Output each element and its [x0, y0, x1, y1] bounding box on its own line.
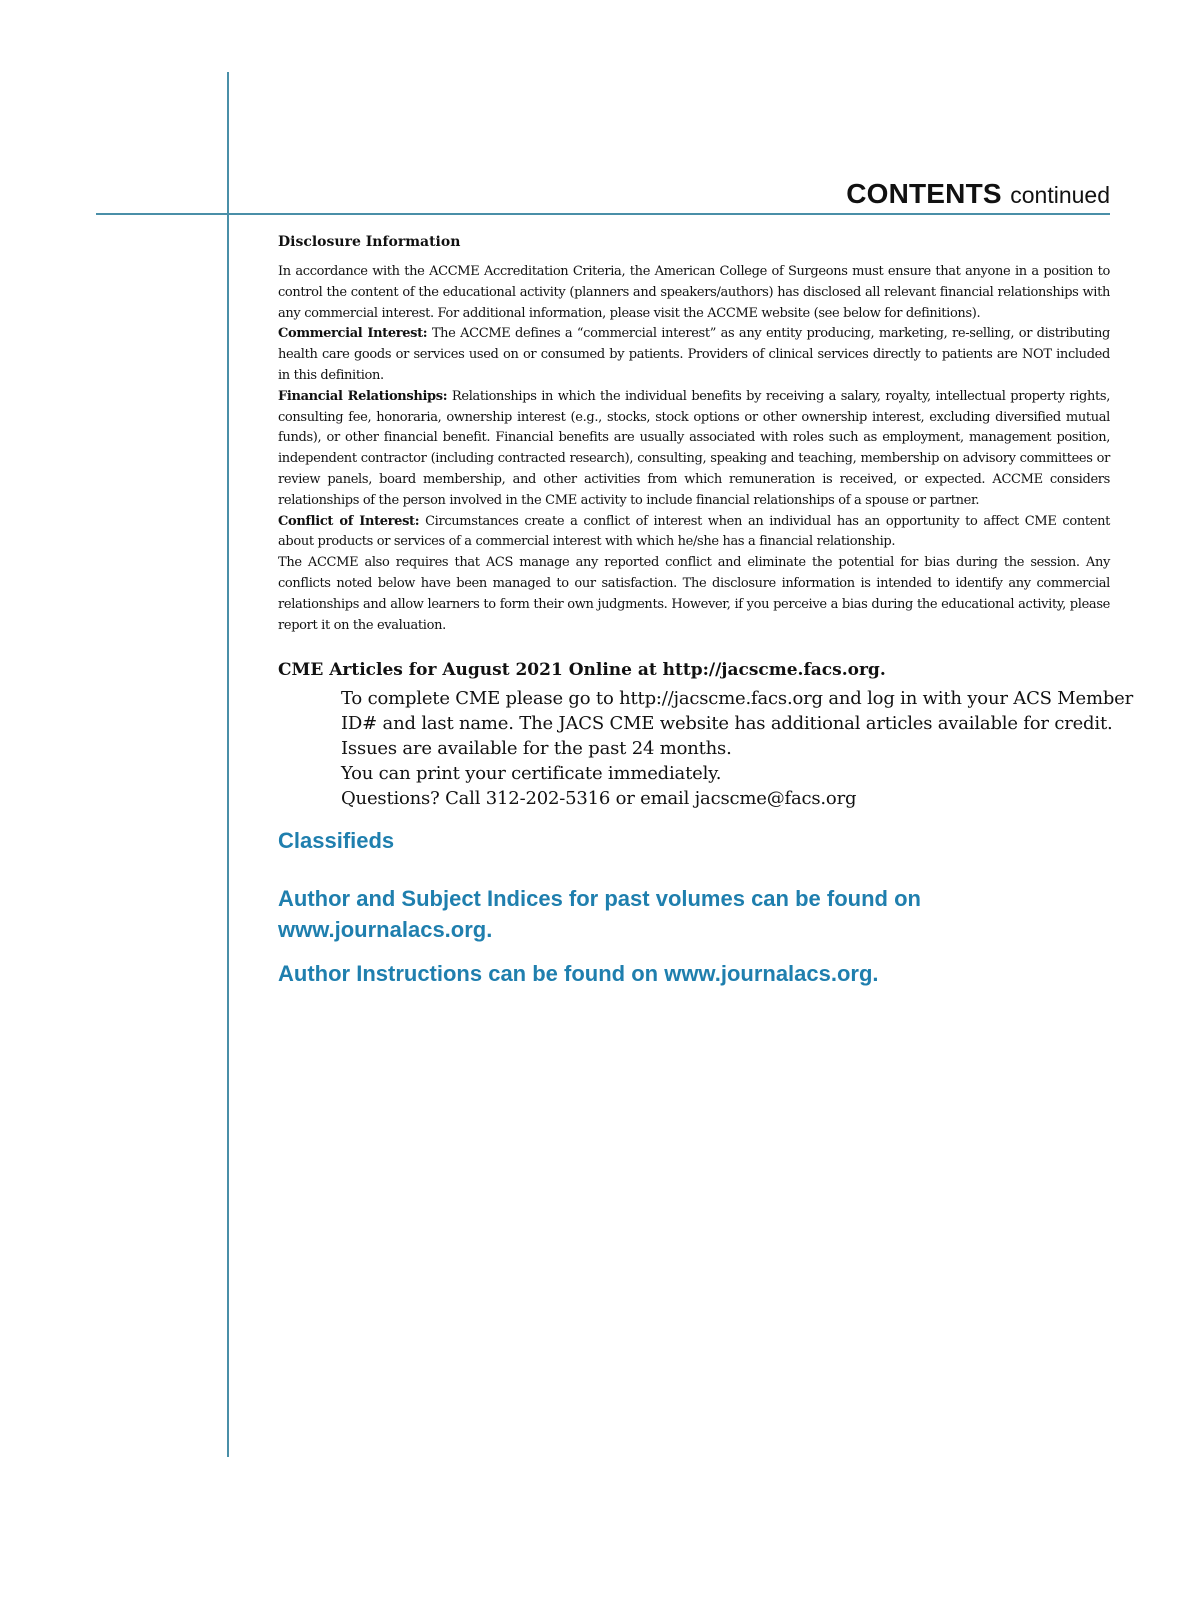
indices-line-1: Author and Subject Indices for past volumes can be found on — [278, 886, 921, 912]
commercial-interest-label: Commercial Interest: — [278, 326, 428, 342]
classifieds-heading: Classifieds — [278, 828, 395, 854]
header-rule — [96, 213, 1110, 215]
conflict-of-interest-text: Circumstances create a conflict of interest when an individual has an opportunity to affect CME content about products or services of a commercial interest with which he/she has a financial relationship. — [278, 513, 1110, 550]
financial-relationships-paragraph — [278, 387, 1110, 512]
conflict-of-interest-paragraph — [278, 512, 1110, 554]
page-header — [846, 178, 1110, 210]
commercial-interest-text: The ACCME defines a “commercial interest” as any entity producing, marketing, re-selling, or distributing health care goods or services used on or consumed by patients. Providers of clinical services directly to patients are NOT included in this definition. — [278, 326, 1110, 383]
header-continued: continued — [1010, 182, 1110, 208]
disclosure-closing: The ACCME also requires that ACS manage any reported conflict and eliminate the potential for bias during the session. Any conflicts noted below have been managed to our satisfaction. The disclosure information is intended to identify any commercial relationships and allow learners to form their own judgments. However, if you perceive a bias during the educational activity, please report it on the evaluation. — [278, 555, 1110, 633]
cme-line: Questions? Call 312-202-5316 or email jacscme@facs.org — [341, 788, 857, 810]
indices-line-2: www.journalacs.org. — [278, 917, 493, 943]
cme-heading: CME Articles for August 2021 Online at http://jacscme.facs.org. — [278, 660, 886, 681]
disclosure-title: Disclosure Information — [278, 234, 461, 250]
cme-line: To complete CME please go to http://jacscme.facs.org and log in with your ACS Member — [341, 688, 1134, 710]
vertical-margin-rule — [227, 72, 229, 1457]
financial-relationships-label: Financial Relationships: — [278, 388, 448, 404]
cme-line: ID# and last name. The JACS CME website has additional articles available for credit. — [341, 713, 1113, 735]
indices-heading — [278, 883, 1110, 945]
cme-line: Issues are available for the past 24 months. — [341, 738, 732, 760]
header-title: CONTENTS — [846, 178, 1002, 209]
cme-line: You can print your certificate immediately. — [341, 763, 722, 785]
cme-instructions — [341, 686, 1134, 811]
commercial-interest-paragraph — [278, 324, 1110, 386]
page-content — [278, 234, 1134, 989]
disclosure-intro: In accordance with the ACCME Accreditation Criteria, the American College of Surgeons must ensure that anyone in a position to control the content of the educational activity (planners and speakers/authors) has disclosed all relevant financial relationships with any commercial interest. For additional information, please visit the ACCME website (see below for definitions). — [278, 264, 1110, 321]
author-instructions-heading: Author Instructions can be found on www.journalacs.org. — [278, 961, 879, 987]
financial-relationships-text: Relationships in which the individual benefits by receiving a salary, royalty, intellectual property rights, consulting fee, honoraria, ownership interest (e.g., stocks, stock options or other ownership interest, excluding diversified mutual funds), or other financial benefit. Financial benefits are usually associated with roles such as employment, management position, independent contractor (including contracted research), consulting, speaking and teaching, membership on advisory committees or review panels, board membership, and other activities from which remuneration is received, or expected. ACCME considers relationships of the person involved in the CME activity to include financial relationships of a spouse or partner. — [278, 388, 1110, 508]
conflict-of-interest-label: Conflict of Interest: — [278, 513, 420, 529]
